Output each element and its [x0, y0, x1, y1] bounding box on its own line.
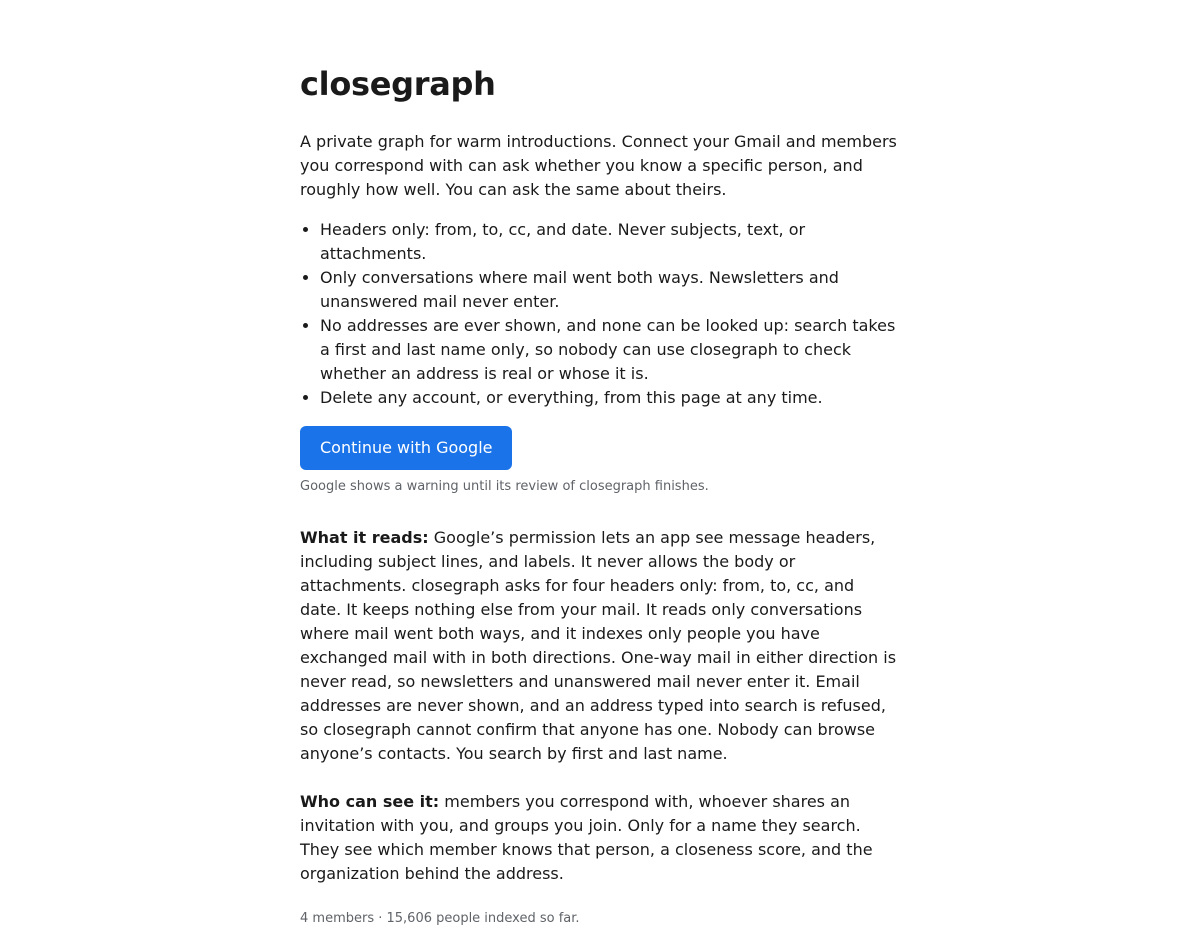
page-content: [300, 0, 900, 928]
list-item: • Headers only: from, to, cc, and date. Never subjects, text, or attachments.: [320, 218, 900, 266]
who-can-see-it-text: members you correspond with, whoever shares an invitation with you, and groups you join. Only for a name they search. They see which member knows that person, a closeness score, and the organization behind the address.: [300, 792, 873, 883]
list-item: • No addresses are ever shown, and none can be looked up: search takes a first and last name only, so nobody can use closegraph to check whether an address is real or whose it is.: [320, 314, 900, 386]
page-title: closegraph: [300, 65, 496, 103]
who-can-see-it-label: Who can see it:: [300, 792, 440, 811]
feature-list: [300, 218, 900, 410]
list-item: • Only conversations where mail went both ways. Newsletters and unanswered mail never enter.: [320, 266, 900, 314]
what-it-reads-label: What it reads:: [300, 528, 429, 547]
stats-footer: 4 members · 15,606 people indexed so far.: [300, 911, 580, 926]
what-it-reads-text: Google’s permission lets an app see message headers, including subject lines, and labels. It never allows the body or attachments. closegraph asks for four headers only: from, to, cc, and date. It keeps nothing else from your mail. It reads only conversations where mail went both ways, and it indexes only people you have exchanged mail with in both directions. One-way mail in either direction is never read, so newsletters and unanswered mail never enter it. Email addresses are never shown, and an address typed into search is refused, so closegraph cannot confirm that anyone has one. Nobody can browse anyone’s contacts. You search by first and last name.: [300, 528, 897, 763]
what-it-reads-paragraph: [300, 526, 900, 766]
list-item: • Delete any account, or everything, from this page at any time.: [320, 386, 900, 410]
intro-paragraph: A private graph for warm introductions. Connect your Gmail and members you correspond with can ask whether you know a specific person, and roughly how well. You can ask the same about theirs.: [300, 132, 897, 199]
review-warning-note: Google shows a warning until its review of closegraph finishes.: [300, 479, 709, 494]
who-can-see-it-paragraph: [300, 790, 900, 886]
continue-with-google-button[interactable]: Continue with Google: [300, 426, 512, 470]
